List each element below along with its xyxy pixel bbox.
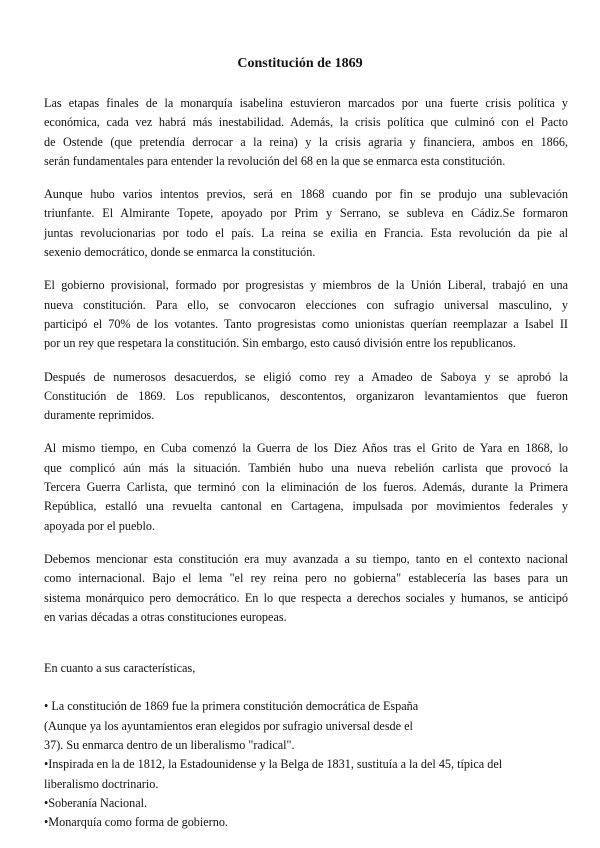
list-item: • La constitución de 1869 fue la primera constitución democrática de España [44, 699, 419, 714]
text-line: como internacional. Bajo el lema "el rey reina pero no gobierna" establecería las bases para un [44, 571, 568, 586]
paragraph-crisis [44, 94, 568, 171]
text-line: apoyada por el pueblo. [44, 518, 156, 533]
paragraph-conflicts [44, 439, 568, 535]
text-line: sexenio democrático, donde se enmarca la constitución. [44, 245, 316, 260]
text-line: de Ostende (que pretendía derrocar a la reina) y la crisis agraria y financiera, ambos en 1866, [44, 134, 568, 149]
text-line: económica, cada vez habrá más inestabilidad. Además, la crisis política que culminó con el Pacto [44, 115, 568, 130]
page-title: Constitución de 1869 [237, 56, 363, 71]
text-line: participó el 70% de los votantes. Tanto progresistas como unionistas querían reemplazar a Isabel II [44, 316, 568, 331]
list-item: •Soberanía Nacional. [44, 795, 148, 810]
text-line: Tercera Guerra Carlista, que terminó con la eliminación de los fueros. Además, durante la Primera [44, 480, 568, 495]
text-line: Al mismo tiempo, en Cuba comenzó la Guerra de los Diez Años tras el Grito de Yara en 1868, lo [44, 441, 568, 456]
text-line: Aunque hubo varios intentos previos, será en 1868 cuando por fin se produjo una sublevación [44, 187, 568, 202]
paragraph-amadeo [44, 368, 568, 426]
document-body [44, 94, 568, 833]
list-item: (Aunque ya los ayuntamientos eran elegidos por sufragio universal desde el [44, 718, 413, 733]
text-line: que complicó aún más la situación. También hubo una nueva rebelión carlista que provocó la [44, 460, 568, 475]
list-item: 37). Su enmarca dentro de un liberalismo "radical". [44, 738, 295, 753]
text-line: Después de numerosos desacuerdos, se eligió como rey a Amadeo de Saboya y se aprobó la [44, 369, 568, 384]
text-line: sistema monárquico pero democrático. En lo que respecta a derechos sociales y humanos, se anticipó [44, 590, 568, 605]
text-line: Las etapas finales de la monarquía isabelina estuvieron marcados por una fuerte crisis política y [44, 96, 568, 110]
paragraph-provisional-government [44, 276, 568, 353]
list-item: •Inspirada en la de 1812, la Estadounidense y la Belga de 1831, sustituía a la del 45, típica del [44, 757, 503, 772]
list-item: liberalismo doctrinario. [44, 776, 159, 791]
text-line: triunfante. El Almirante Topete, apoyado por Prim y Serrano, se subleva en Cádiz.Se formaron [44, 206, 568, 221]
characteristics-intro: En cuanto a sus características, [44, 661, 196, 676]
list-item: •Monarquía como forma de gobierno. [44, 815, 228, 830]
text-line: El gobierno provisional, formado por progresistas y miembros de la Unión Liberal, trabajó en una [44, 278, 568, 293]
text-line: duramente reprimidos. [44, 408, 155, 423]
text-line: serán fundamentales para entender la revolución del 68 en la que se enmarca esta constitución. [44, 153, 506, 168]
text-line: Debemos mencionar esta constitución era muy avanzada a su tiempo, tanto en el contexto nacional [44, 551, 568, 566]
text-line: nueva constitución. Para ello, se convocaron elecciones con sufragio universal masculino, y [44, 297, 568, 312]
text-line: en varias décadas a otras constituciones europeas. [44, 609, 287, 624]
text-line: República, estalló una revuelta cantonal en Cartagena, impulsada por movimientos federales y [44, 499, 568, 514]
text-line: Constitución de 1869. Los republicanos, descontentos, organizaron levantamientos que fueron [44, 388, 568, 403]
text-line: por un rey que respetara la constitución. Sin embargo, esto causó división entre los republicanos. [44, 336, 516, 351]
text-line: juntas revolucionarias por todo el país. La reina se exilia en Francia. Esta revolución da pie al [44, 225, 568, 240]
characteristics-list [44, 697, 568, 832]
paragraph-significance [44, 550, 568, 627]
paragraph-revolution [44, 185, 568, 262]
